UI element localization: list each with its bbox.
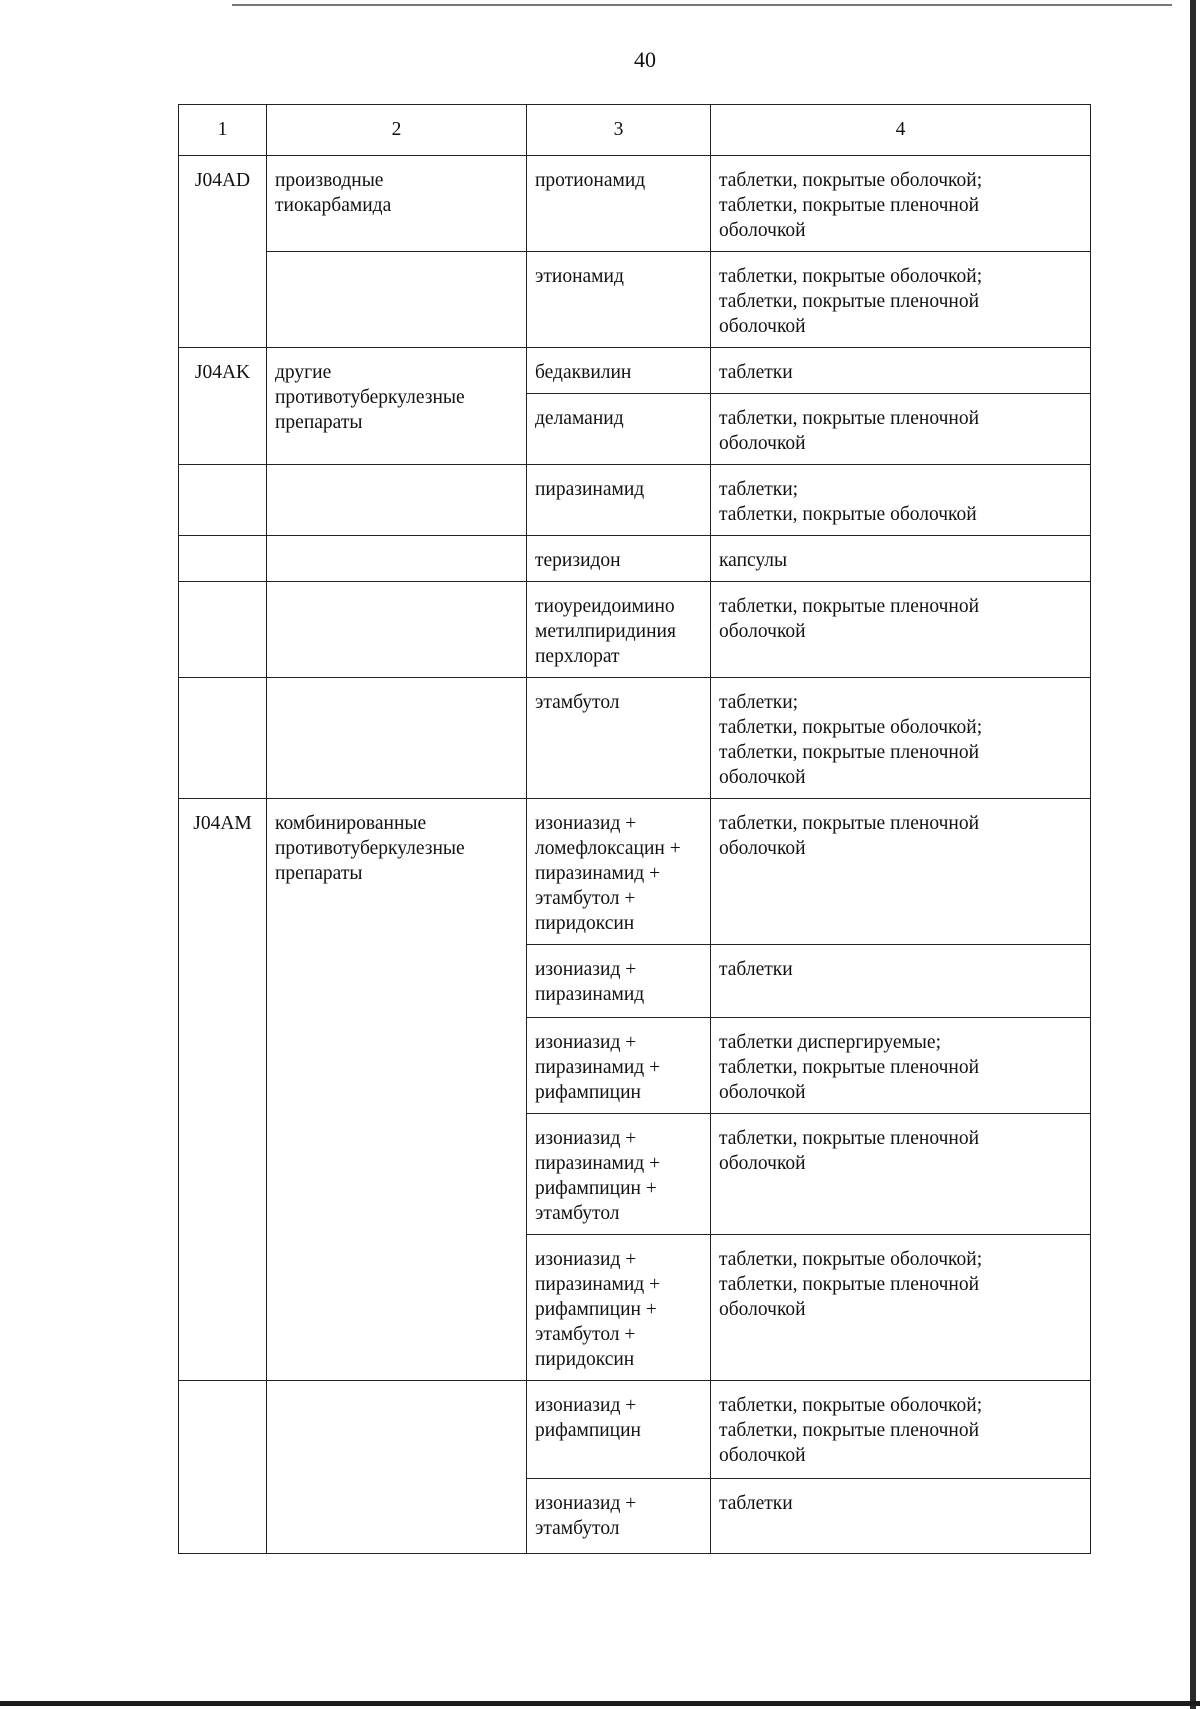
substance-cell xyxy=(527,536,711,582)
substance-cell xyxy=(527,945,711,1018)
dosage-form-cell xyxy=(711,394,1091,465)
group-name xyxy=(267,799,527,1381)
column-header-4: 4 xyxy=(711,105,1091,156)
substance-cell xyxy=(527,465,711,536)
dosage-form: таблетки xyxy=(719,1493,793,1514)
substance-name: изониазид + пиразинамид + рифампицин xyxy=(535,1032,661,1103)
substance-name: изониазид + пиразинамид + рифампицин + этамбутол xyxy=(535,1128,661,1224)
scan-edge-top xyxy=(232,4,1172,6)
group-name-text: другие противотуберкулезные препараты xyxy=(275,362,465,433)
atc-code xyxy=(179,678,267,799)
substance-name: тиоуреидоимино метилпиридиния перхлорат xyxy=(535,596,676,667)
group-name xyxy=(267,348,527,465)
substance-name: изониазид + пиразинамид xyxy=(535,959,645,1005)
substance-cell xyxy=(527,678,711,799)
substance-cell xyxy=(527,348,711,394)
substance-name: этионамид xyxy=(535,266,624,287)
substance-cell xyxy=(527,394,711,465)
substance-name: изониазид + ломефлоксацин + пиразинамид + этамбутол + пиридоксин xyxy=(535,813,681,934)
page-number: 40 xyxy=(634,47,656,72)
substance-name: бедаквилин xyxy=(535,362,632,383)
substance-cell xyxy=(527,252,711,348)
column-header-3: 3 xyxy=(527,105,711,156)
dosage-form: таблетки, покрытые пленочной оболочкой xyxy=(719,1128,980,1174)
dosage-form-cell xyxy=(711,465,1091,536)
dosage-form-cell xyxy=(711,1381,1091,1479)
substance-cell xyxy=(527,1381,711,1479)
table-row xyxy=(179,348,1091,394)
dosage-form-cell xyxy=(711,799,1091,945)
dosage-form: таблетки, покрытые пленочной оболочкой xyxy=(719,408,980,454)
scan-edge-right xyxy=(1190,0,1196,1709)
dosage-form-cell xyxy=(711,1114,1091,1235)
group-name-text: производные тиокарбамида xyxy=(275,170,392,216)
group-name xyxy=(267,156,527,252)
dosage-form: таблетки диспергируемые; таблетки, покрытые пленочной оболочкой xyxy=(719,1032,980,1103)
dosage-form: таблетки, покрытые оболочкой; таблетки, покрытые пленочной оболочкой xyxy=(719,1395,983,1466)
table-row xyxy=(179,582,1091,678)
dosage-form-cell xyxy=(711,156,1091,252)
substance-name: теризидон xyxy=(535,550,621,571)
substance-cell xyxy=(527,1114,711,1235)
substance-name: деламанид xyxy=(535,408,624,429)
dosage-form-cell xyxy=(711,348,1091,394)
substance-name: изониазид + этамбутол xyxy=(535,1493,637,1539)
substance-name: протионамид xyxy=(535,170,646,191)
dosage-form-cell xyxy=(711,678,1091,799)
table-row xyxy=(179,678,1091,799)
atc-code xyxy=(179,536,267,582)
group-name xyxy=(267,252,527,348)
substance-cell xyxy=(527,582,711,678)
column-header-2: 2 xyxy=(267,105,527,156)
atc-code: J04AM xyxy=(179,799,267,1381)
group-name xyxy=(267,465,527,536)
dosage-form: таблетки, покрытые оболочкой; таблетки, покрытые пленочной оболочкой xyxy=(719,170,983,241)
group-name xyxy=(267,678,527,799)
substance-cell xyxy=(527,156,711,252)
atc-code xyxy=(179,1381,267,1554)
dosage-form-cell xyxy=(711,1235,1091,1381)
atc-code xyxy=(179,582,267,678)
table-row xyxy=(179,799,1091,945)
scan-edge-bottom xyxy=(0,1701,1200,1706)
atc-code: J04AK xyxy=(179,348,267,465)
dosage-form: капсулы xyxy=(719,550,788,571)
table-row xyxy=(179,536,1091,582)
atc-code: J04AD xyxy=(179,156,267,348)
table-row xyxy=(179,1381,1091,1479)
column-header-1: 1 xyxy=(179,105,267,156)
dosage-form: таблетки; таблетки, покрытые оболочкой; таблетки, покрытые пленочной оболочкой xyxy=(719,692,983,788)
dosage-form-cell xyxy=(711,945,1091,1018)
table-header-row xyxy=(179,105,1091,156)
dosage-form: таблетки; таблетки, покрытые оболочкой xyxy=(719,479,977,525)
dosage-form-cell xyxy=(711,536,1091,582)
substance-cell xyxy=(527,1235,711,1381)
substance-cell xyxy=(527,1479,711,1554)
table-row xyxy=(179,252,1091,348)
dosage-form: таблетки, покрытые пленочной оболочкой xyxy=(719,596,980,642)
medication-table xyxy=(178,104,1091,1554)
atc-code xyxy=(179,465,267,536)
table-row xyxy=(179,156,1091,252)
dosage-form: таблетки xyxy=(719,362,793,383)
substance-name: пиразинамид xyxy=(535,479,645,500)
dosage-form: таблетки xyxy=(719,959,793,980)
substance-name: этамбутол xyxy=(535,692,620,713)
substance-cell xyxy=(527,1018,711,1114)
dosage-form-cell xyxy=(711,1479,1091,1554)
substance-name: изониазид + пиразинамид + рифампицин + этамбутол + пиридоксин xyxy=(535,1249,661,1370)
dosage-form: таблетки, покрытые оболочкой; таблетки, покрытые пленочной оболочкой xyxy=(719,1249,983,1320)
group-name xyxy=(267,536,527,582)
group-name xyxy=(267,1381,527,1554)
dosage-form: таблетки, покрытые пленочной оболочкой xyxy=(719,813,980,859)
table-row xyxy=(179,465,1091,536)
dosage-form-cell xyxy=(711,1018,1091,1114)
dosage-form-cell xyxy=(711,252,1091,348)
group-name-text: комбинированные противотуберкулезные препараты xyxy=(275,813,465,884)
dosage-form-cell xyxy=(711,582,1091,678)
substance-cell xyxy=(527,799,711,945)
substance-name: изониазид + рифампицин xyxy=(535,1395,641,1441)
dosage-form: таблетки, покрытые оболочкой; таблетки, покрытые пленочной оболочкой xyxy=(719,266,983,337)
group-name xyxy=(267,582,527,678)
